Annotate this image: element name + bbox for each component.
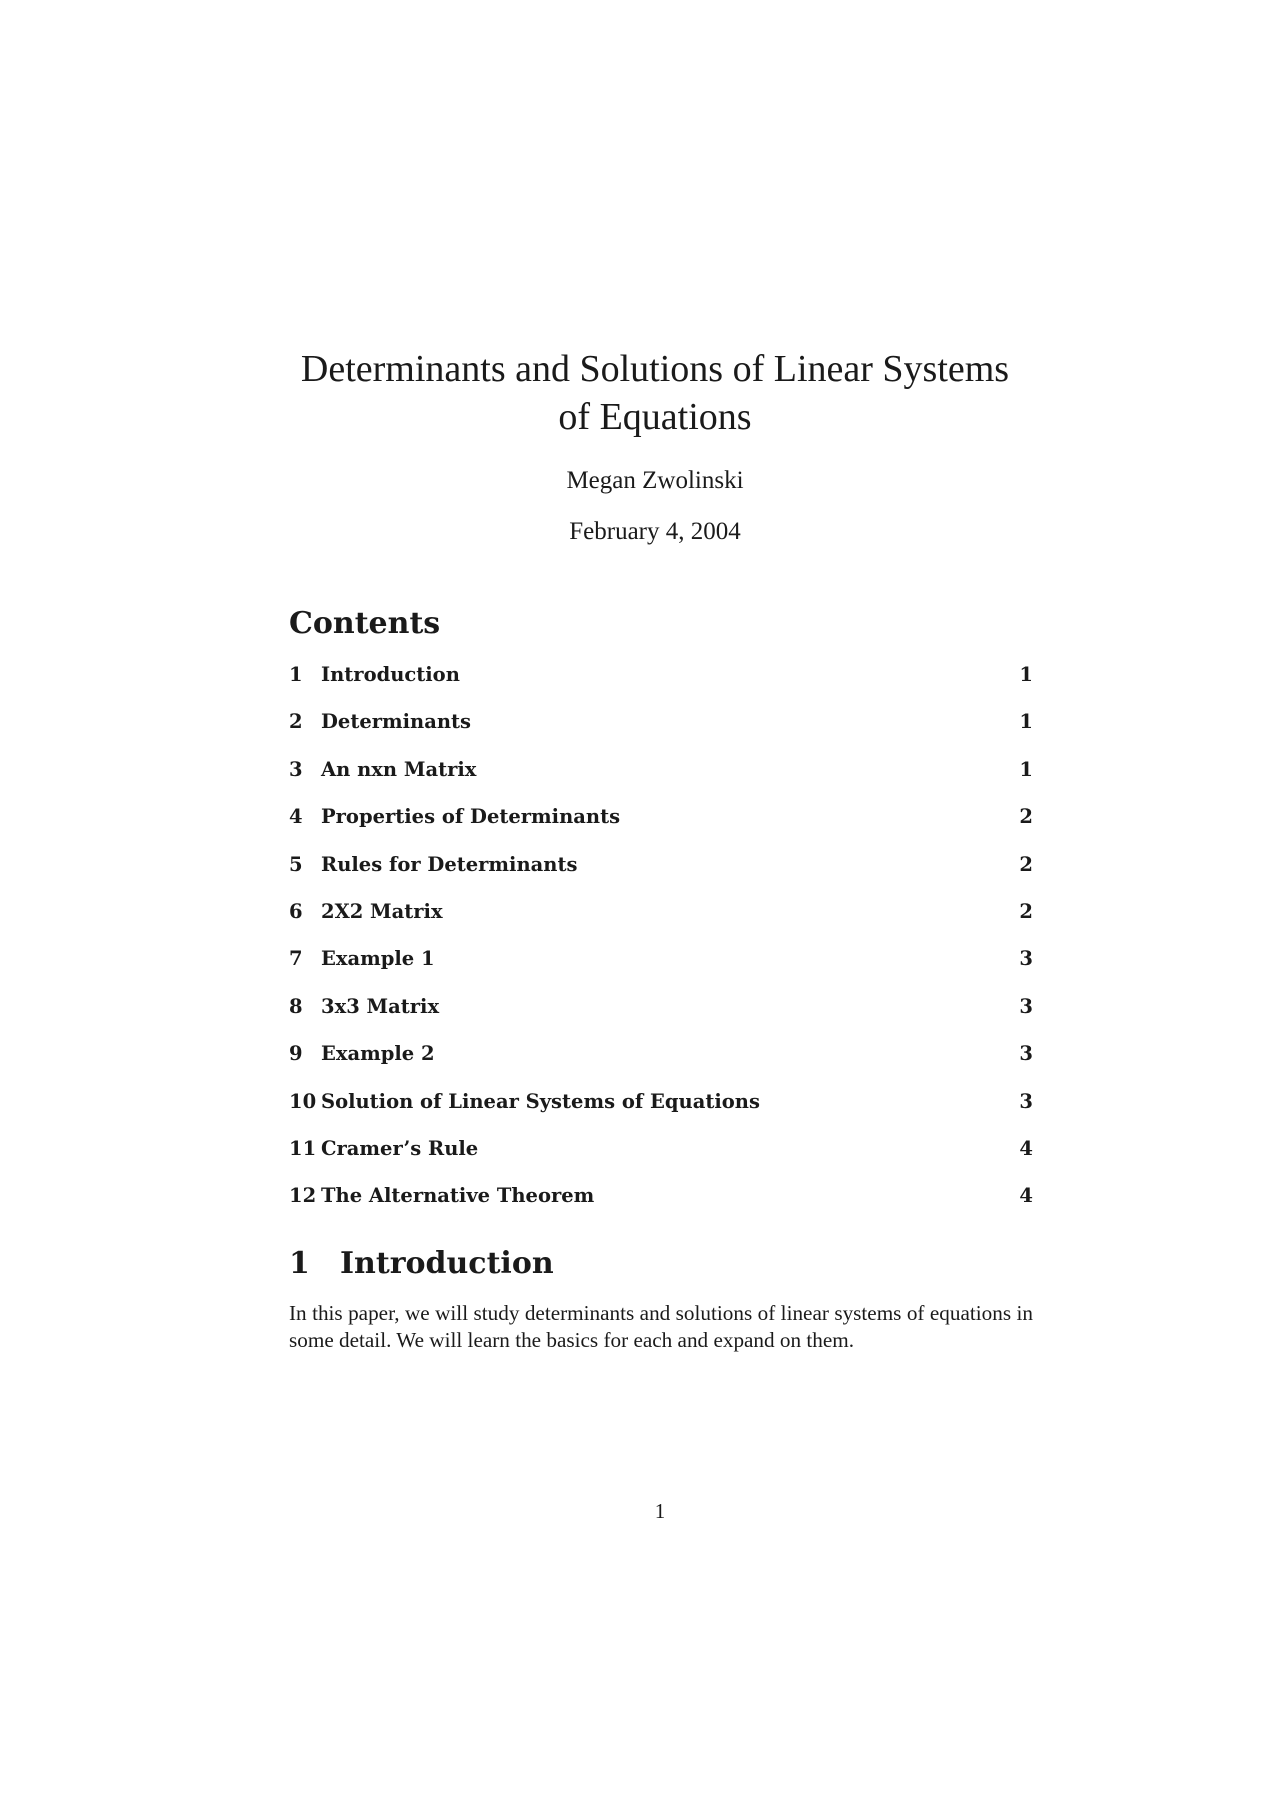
toc-entry-title[interactable]: Solution of Linear Systems of Equations [321, 1089, 760, 1113]
toc-entry[interactable] [289, 707, 1033, 754]
toc-entry-number: 1 [289, 663, 303, 686]
toc-entry-number: 6 [289, 899, 303, 923]
toc-entry[interactable] [289, 897, 1033, 944]
toc-entry-number: 5 [289, 852, 303, 876]
section-body-paragraph: In this paper, we will study determinants and solutions of linear systems of equations in some detail. We will learn the basics for each and expand on them. [289, 1301, 1033, 1352]
paper-title: Determinants and Solutions of Linear Systems of Equations [300, 348, 1010, 438]
toc-entry[interactable] [289, 802, 1033, 849]
toc-entry-page[interactable]: 3 [1019, 1089, 1033, 1113]
section-number: 1 [289, 1246, 310, 1281]
toc-entry-page[interactable]: 3 [1019, 1042, 1033, 1066]
toc-entry-page[interactable]: 4 [1019, 1184, 1033, 1208]
toc-entry-number: 7 [289, 947, 303, 971]
toc-entry-number: 9 [289, 1042, 303, 1066]
toc-entry[interactable] [289, 850, 1033, 897]
toc-entry-page[interactable]: 1 [1019, 757, 1033, 781]
toc-entry[interactable] [289, 755, 1033, 802]
toc-entry-title[interactable]: Properties of Determinants [321, 805, 621, 829]
toc-entry-number: 10 [289, 1089, 317, 1113]
page-number: 1 [654, 1499, 666, 1523]
toc-entry[interactable] [289, 660, 1033, 707]
contents-heading: Contents [289, 606, 441, 641]
toc-entry[interactable] [289, 1181, 1033, 1228]
toc-entry-number: 3 [289, 757, 303, 781]
toc-entry-page[interactable]: 2 [1019, 899, 1033, 923]
toc-entry[interactable] [289, 1087, 1033, 1134]
toc-entry-number: 8 [289, 994, 303, 1018]
toc-entry-title[interactable]: Cramer’s Rule [321, 1136, 479, 1160]
toc-entry-title[interactable]: 3x3 Matrix [321, 994, 440, 1018]
toc-entry-page[interactable]: 2 [1019, 852, 1033, 876]
toc-entry-title[interactable]: Determinants [321, 710, 472, 734]
toc-entry-number: 12 [289, 1184, 317, 1208]
toc-entry-page[interactable]: 3 [1019, 947, 1033, 971]
toc-entry-title[interactable]: Rules for Determinants [321, 852, 578, 876]
toc-entry-number: 4 [289, 805, 303, 829]
toc-entry-number: 2 [289, 710, 303, 734]
toc-entry[interactable] [289, 1039, 1033, 1086]
toc-entry-title[interactable]: 2X2 Matrix [321, 899, 443, 923]
toc-entry-title[interactable]: Introduction [321, 663, 460, 686]
toc-entry[interactable] [289, 992, 1033, 1039]
paper-author: Megan Zwolinski [566, 467, 744, 494]
toc-entry-page[interactable]: 2 [1019, 805, 1033, 829]
toc-entry-title[interactable]: Example 1 [321, 947, 435, 971]
table-of-contents [289, 660, 1033, 1229]
toc-entry-title[interactable]: The Alternative Theorem [321, 1184, 595, 1208]
toc-entry-title[interactable]: An nxn Matrix [321, 757, 477, 781]
section-heading [289, 1244, 554, 1284]
toc-entry-title[interactable]: Example 2 [321, 1042, 435, 1066]
section-title: Introduction [340, 1246, 554, 1281]
toc-entry[interactable] [289, 944, 1033, 991]
toc-entry-page[interactable]: 3 [1019, 994, 1033, 1018]
paper-date: February 4, 2004 [569, 518, 741, 545]
toc-entry[interactable] [289, 1134, 1033, 1181]
toc-entry-page[interactable]: 1 [1019, 663, 1033, 686]
toc-entry-page[interactable]: 1 [1019, 710, 1033, 734]
toc-entry-number: 11 [289, 1136, 317, 1160]
toc-entry-page[interactable]: 4 [1019, 1136, 1033, 1160]
